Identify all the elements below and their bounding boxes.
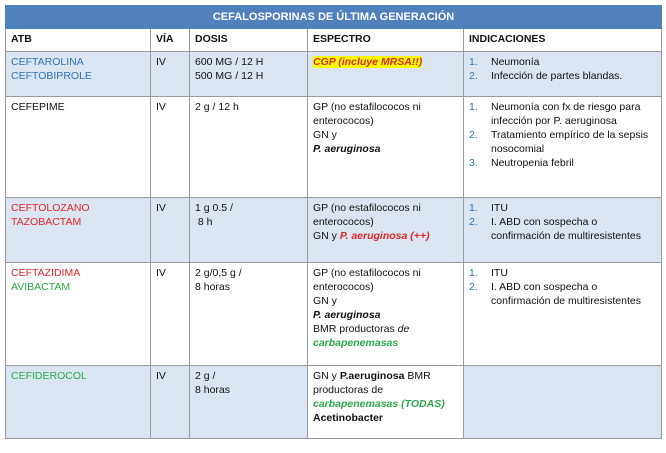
dosis-cell <box>190 97 308 198</box>
table-row-ceftazidima <box>6 263 662 366</box>
gn-pa-bmr-line <box>313 369 458 397</box>
list-text: Infección de partes blandas. <box>491 70 623 82</box>
indicaciones-cell <box>464 263 662 366</box>
dose-line: 2 g / <box>195 370 216 382</box>
list-number: 2. <box>469 70 478 82</box>
list-item <box>469 266 656 280</box>
cgp-text: CGP <box>313 56 336 68</box>
pa-text: P.aeruginosa <box>339 370 405 382</box>
bmr-line <box>313 322 458 336</box>
list-item <box>469 100 656 128</box>
list-text: ITU <box>491 202 508 214</box>
gn-pa-line <box>313 229 458 243</box>
gp-text: GP (no estafilococos ni enterococos) <box>313 202 421 228</box>
list-item <box>469 55 656 69</box>
atb-cell <box>6 263 151 366</box>
list-text: ITU <box>491 267 508 279</box>
indicaciones-cell <box>464 97 662 198</box>
antibiotics-table-container <box>5 5 661 439</box>
indicaciones-cell <box>464 198 662 263</box>
header-espectro: ESPECTRO <box>308 29 464 52</box>
list-number: 1. <box>469 267 478 279</box>
list-text: Neutropenia febril <box>491 157 574 169</box>
cephalosporins-table <box>5 5 662 439</box>
espectro-cell <box>308 198 464 263</box>
header-via: VÍA <box>151 29 190 52</box>
list-text: Neumonía <box>491 56 540 68</box>
drug-name: CEFIDEROCOL <box>11 370 87 382</box>
indication-list <box>469 55 656 83</box>
table-row-cefepime <box>6 97 662 198</box>
table-row-ceftolozano <box>6 198 662 263</box>
list-item <box>469 69 656 83</box>
dosis-cell <box>190 263 308 366</box>
drug-name: AVIBACTAM <box>11 281 71 293</box>
table-title: CEFALOSPORINAS DE ÚLTIMA GENERACIÓN <box>6 6 662 29</box>
via-cell: IV <box>151 263 190 366</box>
header-row <box>6 29 662 52</box>
indicaciones-cell <box>464 366 662 439</box>
dosis-cell <box>190 52 308 97</box>
espectro-cell <box>308 52 464 97</box>
espectro-cell <box>308 97 464 198</box>
mrsa-text: (incluye MRSA!!) <box>338 56 423 68</box>
dose-line: 1 g 0.5 / <box>195 202 233 214</box>
dose-line: 8 h <box>195 216 213 228</box>
gp-text: GP (no estafilococos ni enterococos) <box>313 101 421 127</box>
atb-cell <box>6 366 151 439</box>
acinetobacter-text: Acetinobacter <box>313 412 384 424</box>
dose-line: 8 horas <box>195 384 231 396</box>
drug-name: CEFTAROLINA <box>11 56 84 68</box>
atb-cell <box>6 97 151 198</box>
drug-name: CEFEPIME <box>11 101 65 113</box>
via-cell: IV <box>151 198 190 263</box>
list-text: Tratamiento empírico de la sepsis nosocomial <box>491 129 649 155</box>
table-row-cefiderocol <box>6 366 662 439</box>
header-indicaciones: INDICACIONES <box>464 29 662 52</box>
list-item <box>469 280 656 308</box>
list-number: 1. <box>469 101 478 113</box>
atb-cell <box>6 52 151 97</box>
list-number: 2. <box>469 281 478 293</box>
atb-cell <box>6 198 151 263</box>
list-number: 2. <box>469 216 478 228</box>
via-cell: IV <box>151 97 190 198</box>
dose-line: 2 g / 12 h <box>195 101 239 113</box>
cgp-highlight <box>313 56 422 68</box>
espectro-cell <box>308 366 464 439</box>
drug-name: CEFTOLOZANO <box>11 202 90 214</box>
bmr-text: BMR productoras de <box>313 370 434 396</box>
dose-line: 2 g/0,5 g / <box>195 267 242 279</box>
list-item <box>469 128 656 156</box>
list-number: 2. <box>469 129 478 141</box>
drug-name: CEFTAZIDIMA <box>11 267 81 279</box>
list-number: 3. <box>469 157 478 169</box>
drug-name: CEFTOBIPROLE <box>11 70 92 82</box>
list-text: I. ABD con sospecha o confirmación de multiresistentes <box>491 281 641 307</box>
header-dosis: DOSIS <box>190 29 308 52</box>
bmr-text: BMR productoras <box>313 323 398 335</box>
list-text: I. ABD con sospecha o confirmación de multiresistentes <box>491 216 641 242</box>
list-number: 1. <box>469 202 478 214</box>
de-text: de <box>397 323 410 335</box>
pa-text: P. aeruginosa <box>313 143 381 155</box>
gn-text: GN y <box>313 230 340 242</box>
carbapenemasas-text: carbapenemasas (TODAS) <box>313 398 445 410</box>
via-cell: IV <box>151 366 190 439</box>
dose-line: 500 MG / 12 H <box>195 70 264 82</box>
dosis-cell <box>190 366 308 439</box>
list-item <box>469 215 656 243</box>
carbapenemasas-text: carbapenemasas <box>313 337 399 349</box>
espectro-cell <box>308 263 464 366</box>
list-item <box>469 156 656 170</box>
pa-text: P. aeruginosa <box>313 309 381 321</box>
dose-line: 600 MG / 12 H <box>195 56 264 68</box>
header-atb: ATB <box>6 29 151 52</box>
indication-list <box>469 201 656 243</box>
table-row-ceftarolina <box>6 52 662 97</box>
list-item <box>469 201 656 215</box>
via-cell: IV <box>151 52 190 97</box>
gn-text: GN y <box>313 129 337 141</box>
indication-list <box>469 100 656 170</box>
gn-text: GN y <box>313 295 337 307</box>
list-number: 1. <box>469 56 478 68</box>
dose-line: 8 horas <box>195 281 231 293</box>
list-text: Neumonía con fx de riesgo para infección por P. aeruginosa <box>491 101 641 127</box>
dosis-cell <box>190 198 308 263</box>
gn-text: GN y <box>313 370 340 382</box>
pa-text: P. aeruginosa (++) <box>339 230 430 242</box>
drug-name: TAZOBACTAM <box>11 216 82 228</box>
gp-text: GP (no estafilococos ni enterococos) <box>313 267 421 293</box>
indicaciones-cell <box>464 52 662 97</box>
indication-list <box>469 266 656 308</box>
